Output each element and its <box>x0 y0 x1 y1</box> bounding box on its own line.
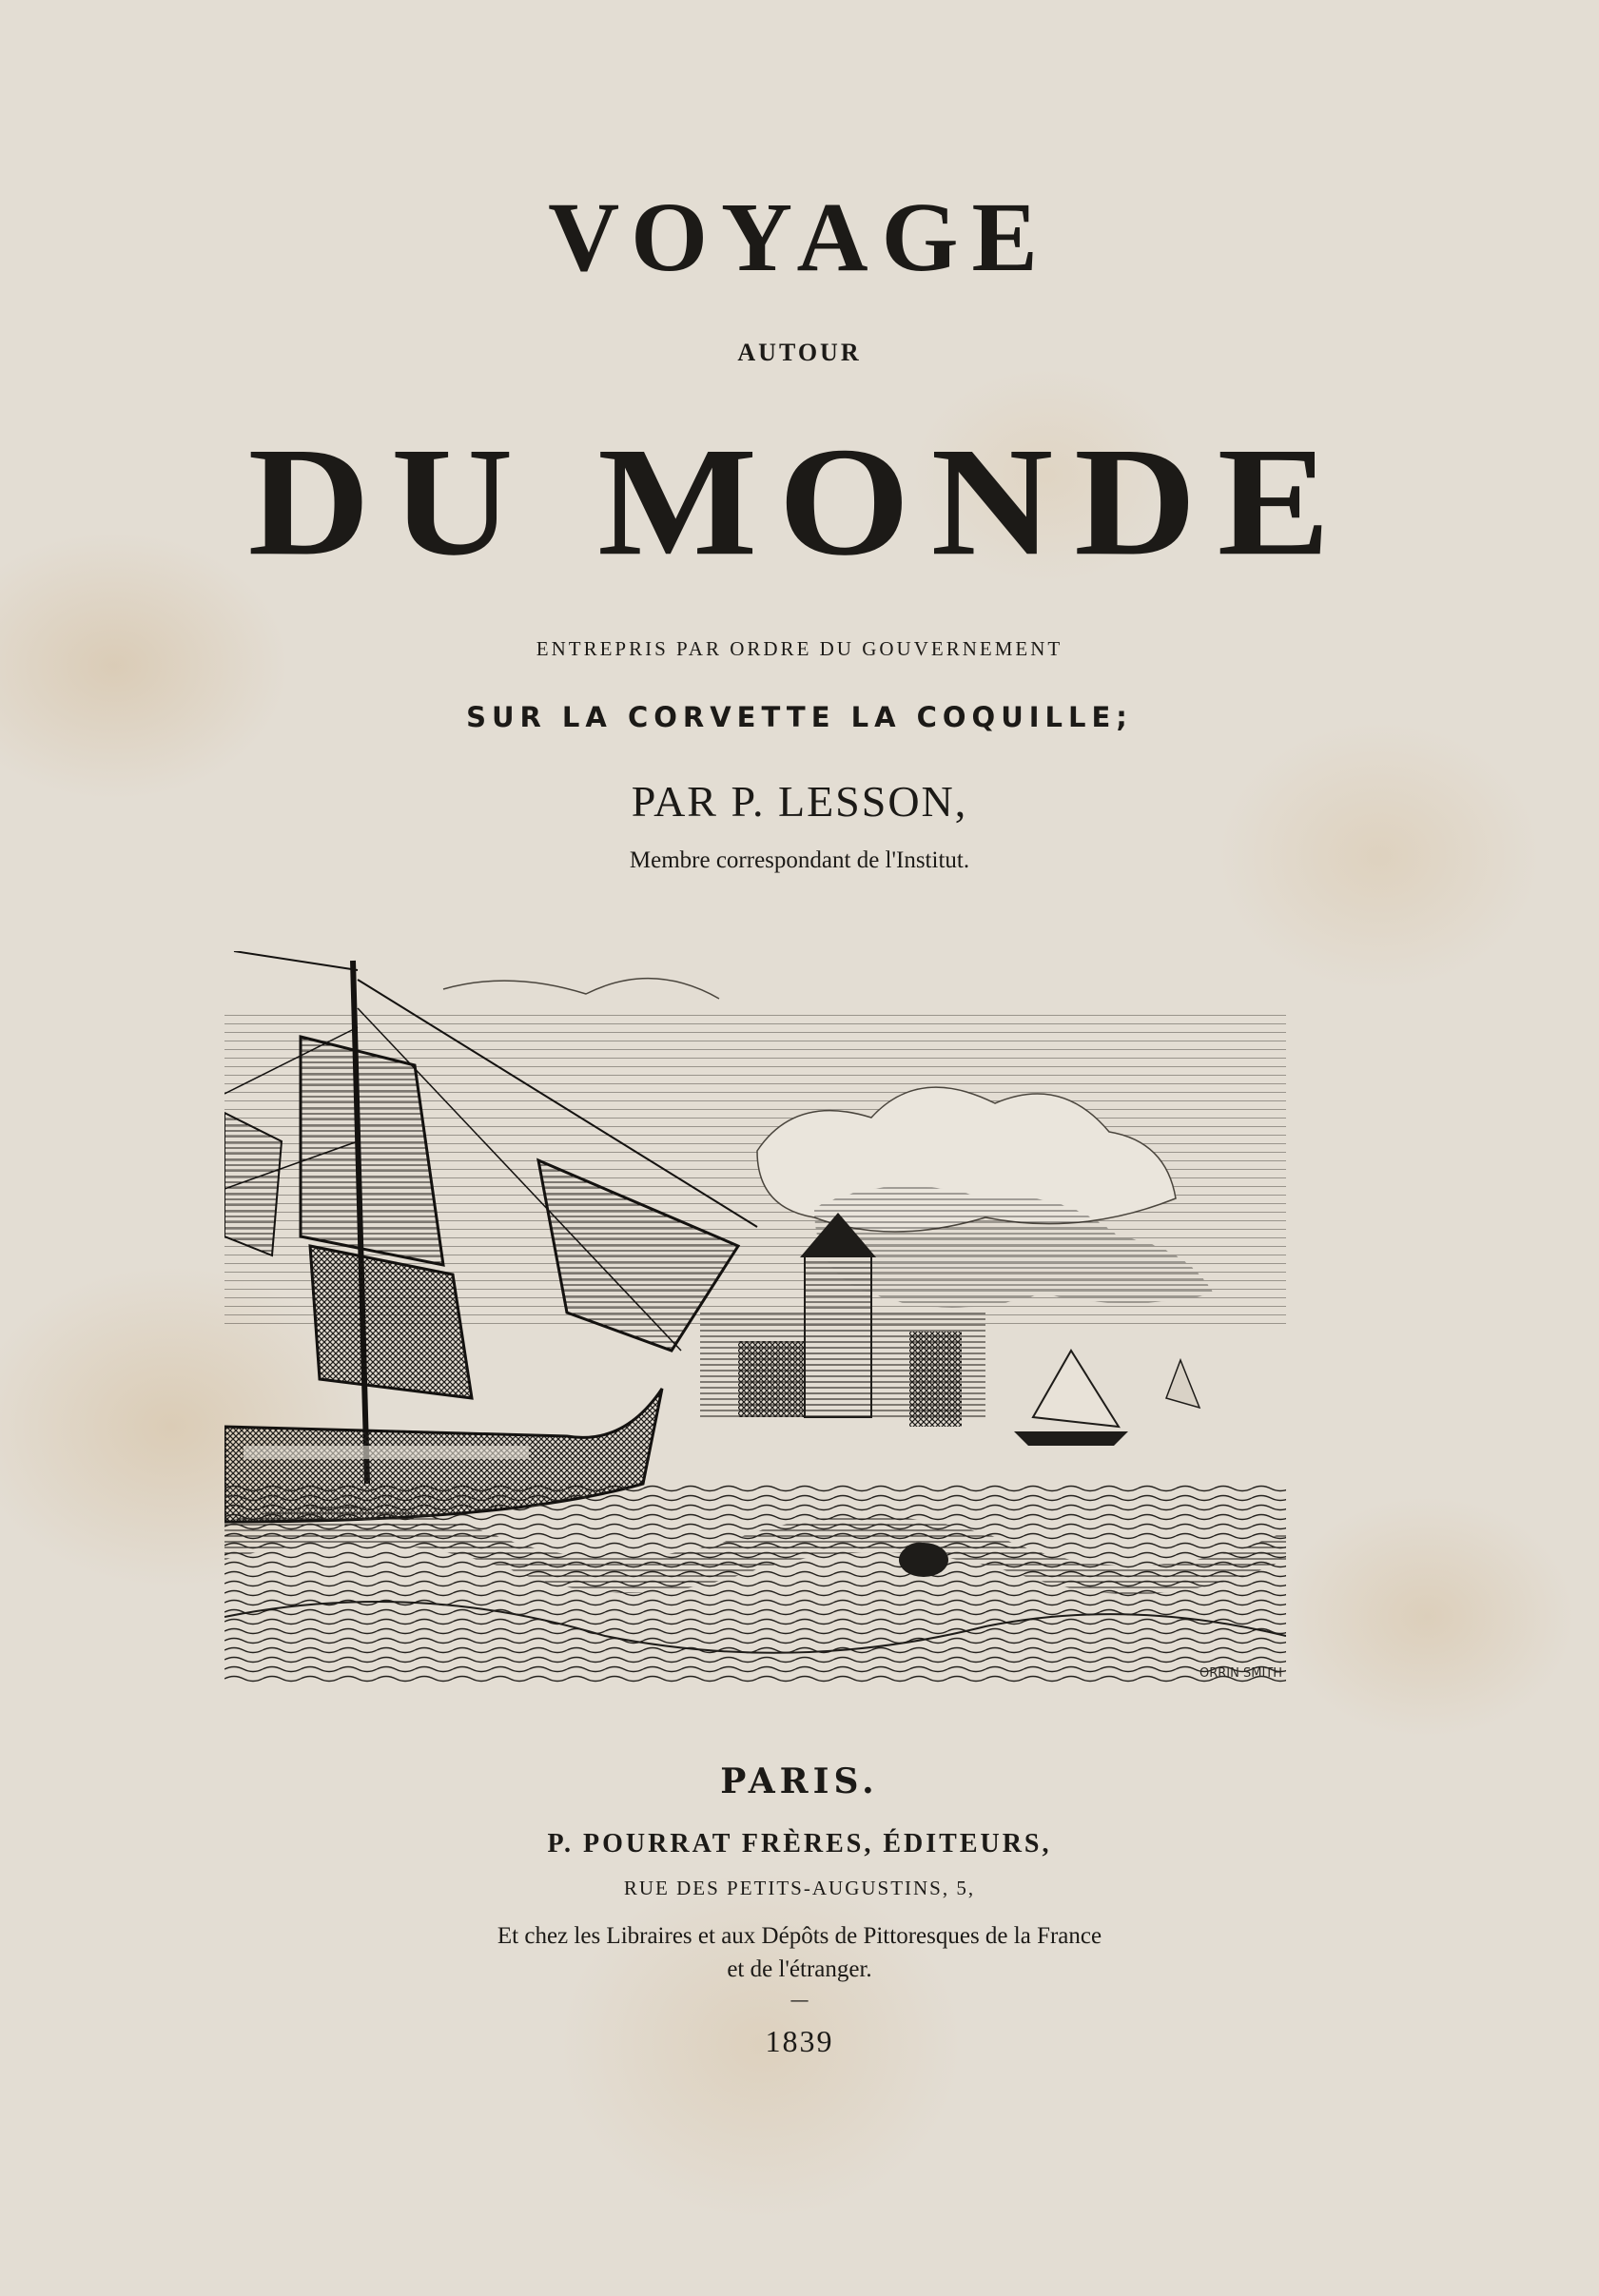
imprint-distribution-line2: et de l'étranger. <box>727 1956 872 1982</box>
author-title: Membre correspondant de l'Institut. <box>629 847 970 873</box>
ship-engraving-icon <box>224 951 1286 1683</box>
imprint-year: 1839 <box>765 2024 834 2058</box>
title-voyage: VOYAGE <box>548 183 1051 292</box>
imprint-publisher: P. POURRAT FRÈRES, ÉDITEURS, <box>547 1829 1052 1858</box>
subtitle-government: ENTREPRIS PAR ORDRE DU GOUVERNEMENT <box>536 637 1063 660</box>
author-name: PAR P. LESSON, <box>631 777 968 826</box>
title-autour: AUTOUR <box>737 339 862 366</box>
title-du-monde: DU MONDE <box>247 414 1352 589</box>
imprint-distribution-line1: Et chez les Libraires et aux Dépôts de Pittoresques de la France <box>497 1923 1102 1949</box>
imprint-city: PARIS. <box>720 1761 879 1801</box>
engraver-signature: ORRIN SMITH <box>1199 1666 1283 1681</box>
subtitle-ship: SUR LA CORVETTE LA COQUILLE; <box>466 701 1133 733</box>
imprint-separator: — <box>790 1988 809 2011</box>
imprint-address: RUE DES PETITS-AUGUSTINS, 5, <box>623 1877 976 1899</box>
